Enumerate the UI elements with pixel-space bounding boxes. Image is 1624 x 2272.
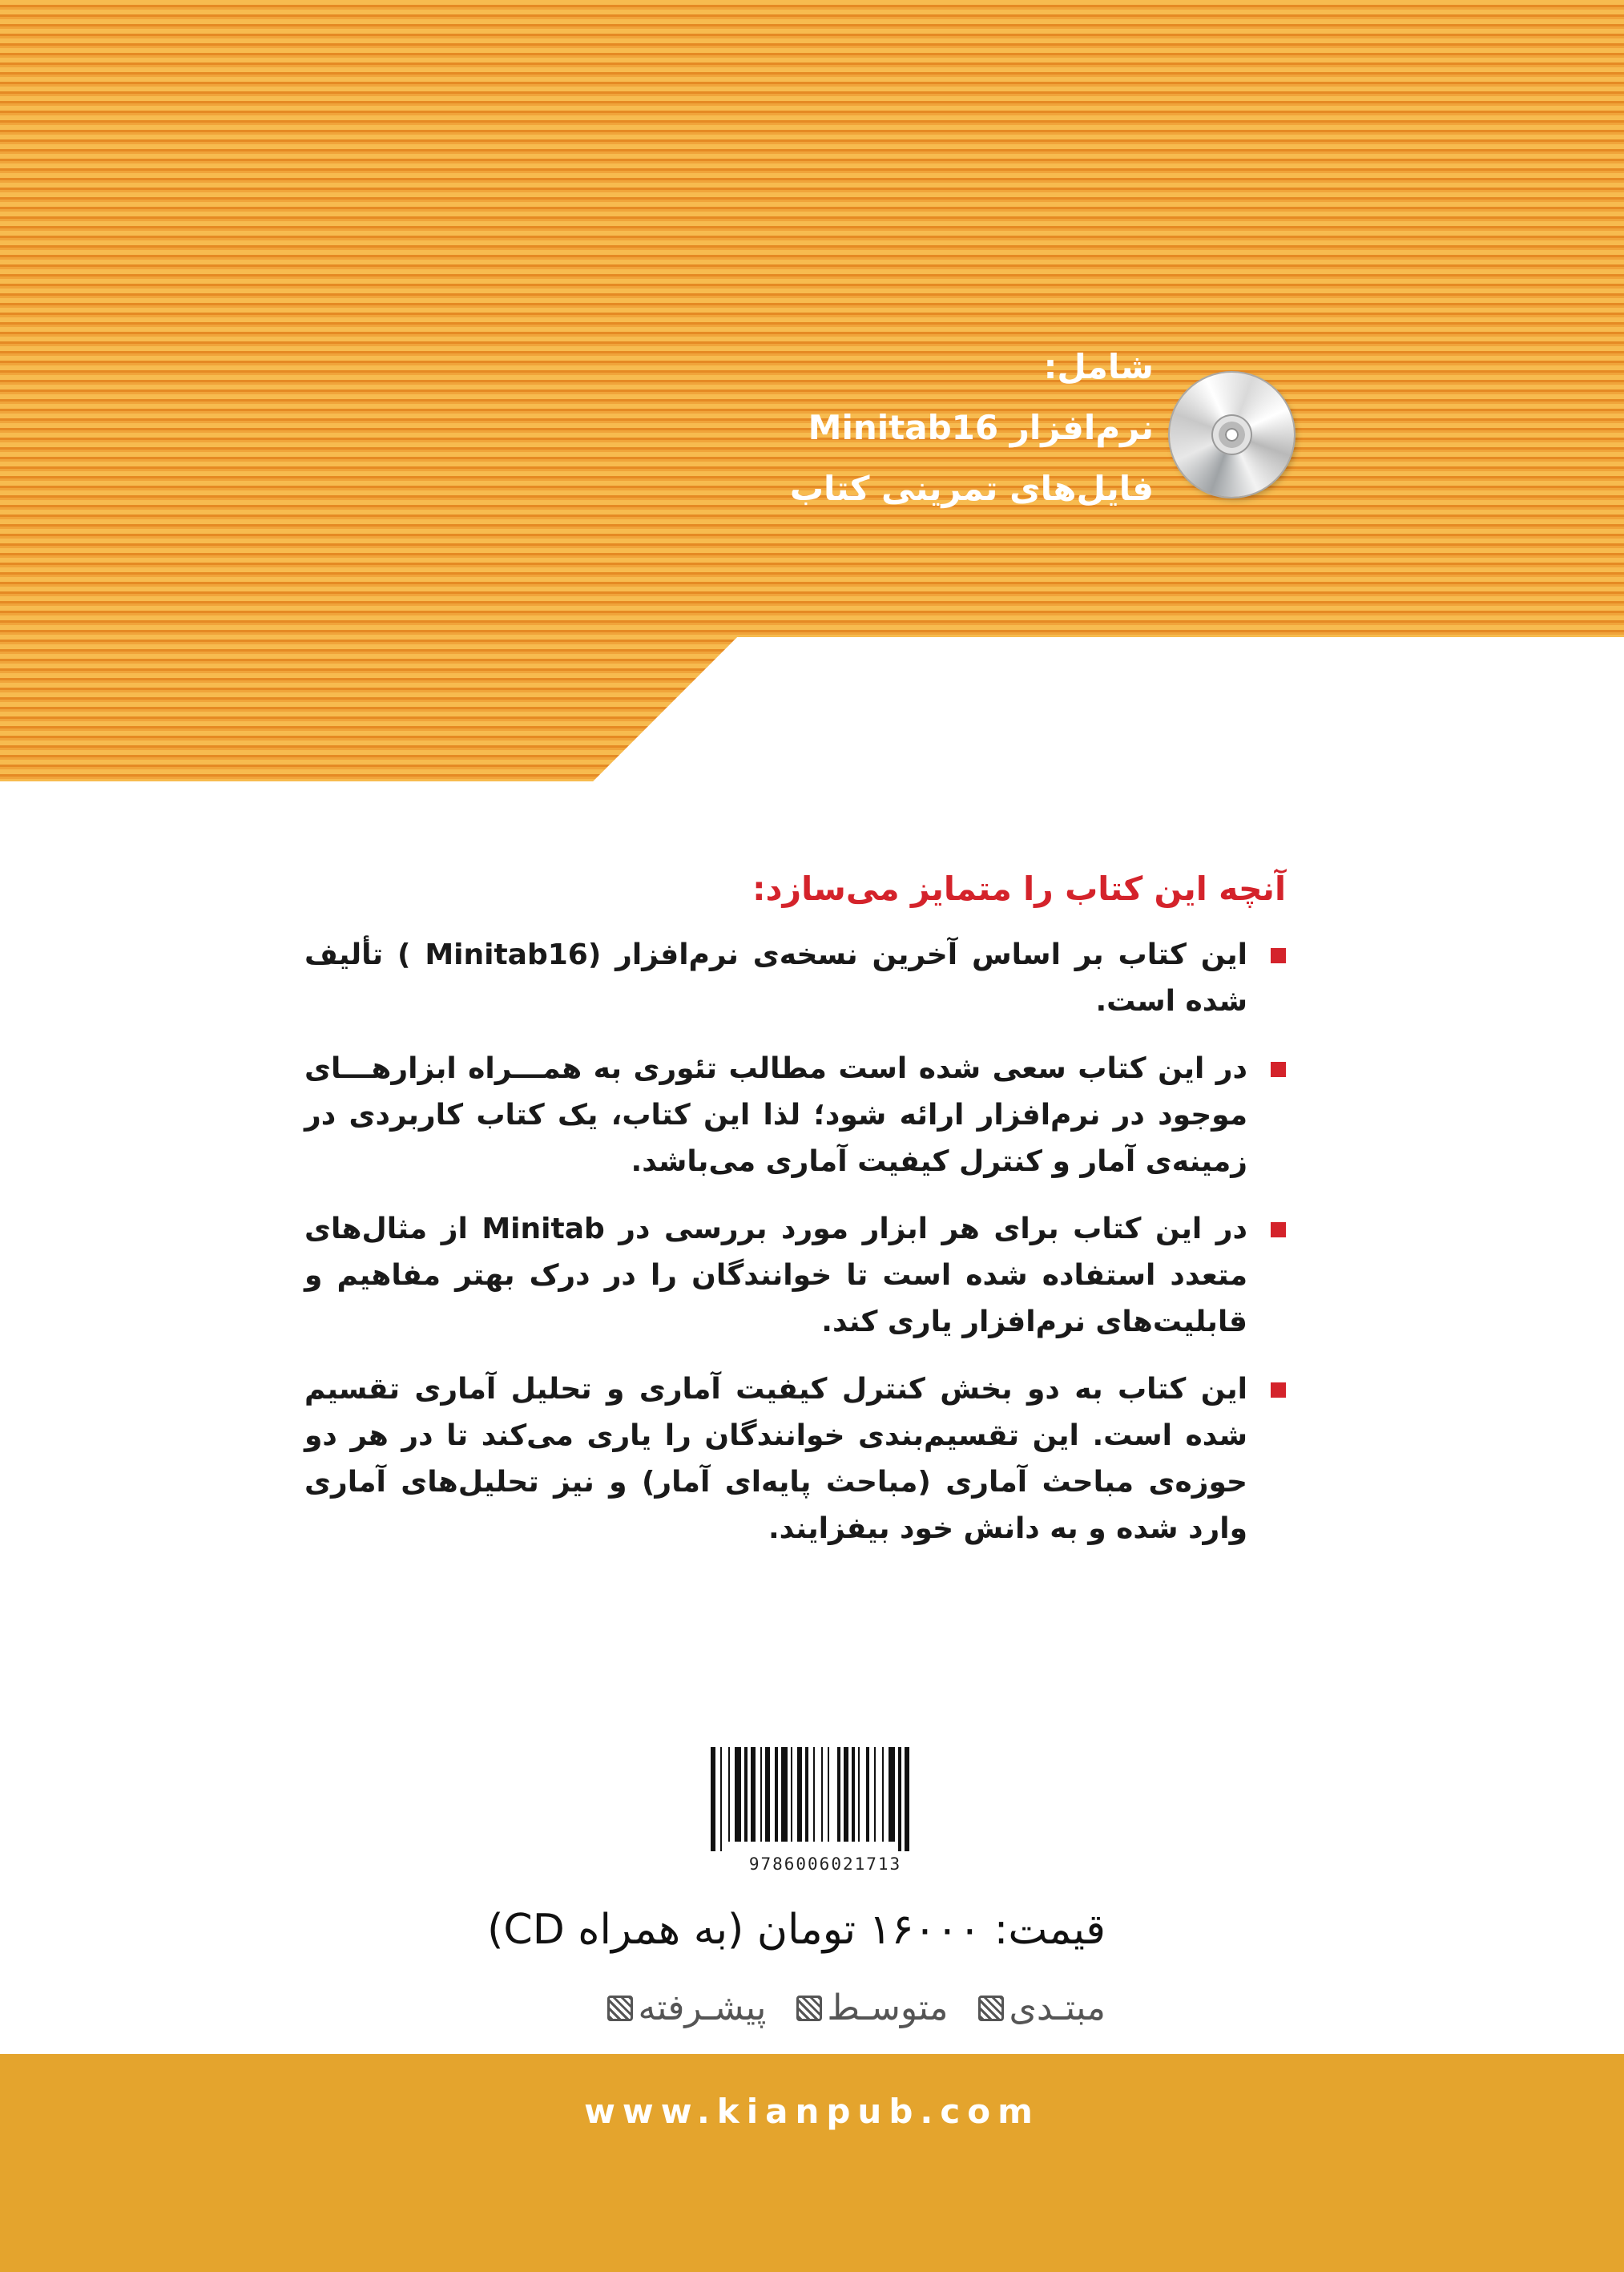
includes-line-files: فایل‌های تمرینی کتاب bbox=[789, 469, 1154, 508]
cd-disc-icon bbox=[1170, 373, 1294, 497]
price-line: قیمت: ۱۶۰۰۰ تومان (به همراه CD) bbox=[487, 1906, 1106, 1954]
checked-box-icon bbox=[978, 1996, 1004, 2021]
level-indicators bbox=[449, 1987, 1106, 2028]
feature-item bbox=[304, 1206, 1286, 1346]
cd-hole bbox=[1225, 428, 1239, 442]
features-section bbox=[304, 870, 1286, 1573]
includes-heading: شامل: bbox=[1043, 347, 1154, 386]
features-heading: آنچه این کتاب را متمایز می‌سازد: bbox=[752, 870, 1286, 908]
bullet-square-icon bbox=[1271, 1222, 1286, 1237]
bullet-square-icon bbox=[1271, 1382, 1286, 1398]
feature-item bbox=[304, 932, 1286, 1025]
bullet-square-icon bbox=[1271, 1062, 1286, 1077]
checked-box-icon bbox=[796, 1996, 822, 2021]
feature-text: این کتاب به دو بخش کنترل کیفیت آماری و تحلیل آماری تقسیم شده است. این تقسیم‌بندی خوانندگان را یاری می‌کند تا در هر دو حوزه‌ی مباحث آماری (مباحث پایه‌ای آمار) و نیز تحلیل‌های آماری وارد شده و به دانش خود بیفزایند. bbox=[304, 1373, 1247, 1545]
level-label: پیشـرفته bbox=[638, 1987, 767, 2028]
level-advanced bbox=[602, 1987, 766, 2028]
feature-item bbox=[304, 1046, 1286, 1185]
level-label: مبتـدی bbox=[1009, 1987, 1106, 2028]
includes-line-software: نرم‌افزار Minitab16 bbox=[808, 408, 1154, 447]
level-intermediate bbox=[792, 1987, 948, 2028]
feature-text: این کتاب بر اساس آخرین نسخه‌ی نرم‌افزار (Minitab16 ) تألیف شده است. bbox=[304, 938, 1248, 1018]
feature-item bbox=[304, 1366, 1286, 1552]
includes-box bbox=[789, 337, 1306, 529]
barcode-bars bbox=[709, 1747, 941, 1851]
website-url: www.kianpub.com bbox=[584, 2092, 1040, 2131]
includes-text bbox=[673, 337, 1154, 519]
level-label: متوسـط bbox=[827, 1987, 949, 2028]
footer-band bbox=[0, 2054, 1624, 2272]
isbn-barcode bbox=[709, 1747, 941, 1883]
level-beginner bbox=[973, 1987, 1106, 2028]
bullet-square-icon bbox=[1271, 948, 1286, 963]
feature-text: در این کتاب برای هر ابزار مورد بررسی در Minitab از مثال‌های متعدد استفاده شده است تا خوانندگان را در درک بهتر مفاهیم و قابلیت‌های نرم‌افزار یاری کند. bbox=[304, 1213, 1248, 1338]
barcode-digits: 9786006021713 bbox=[748, 1854, 902, 1874]
checked-box-icon bbox=[607, 1996, 633, 2021]
feature-text: در این کتاب سعی شده است مطالب تئوری به همـــراه ابزارهـــای موجود در نرم‌افزار ارائه شود؛ لذا این کتاب، یک کتاب کاربردی در زمینه‌ی آمار و کنترل کیفیت آماری می‌باشد. bbox=[304, 1052, 1247, 1178]
